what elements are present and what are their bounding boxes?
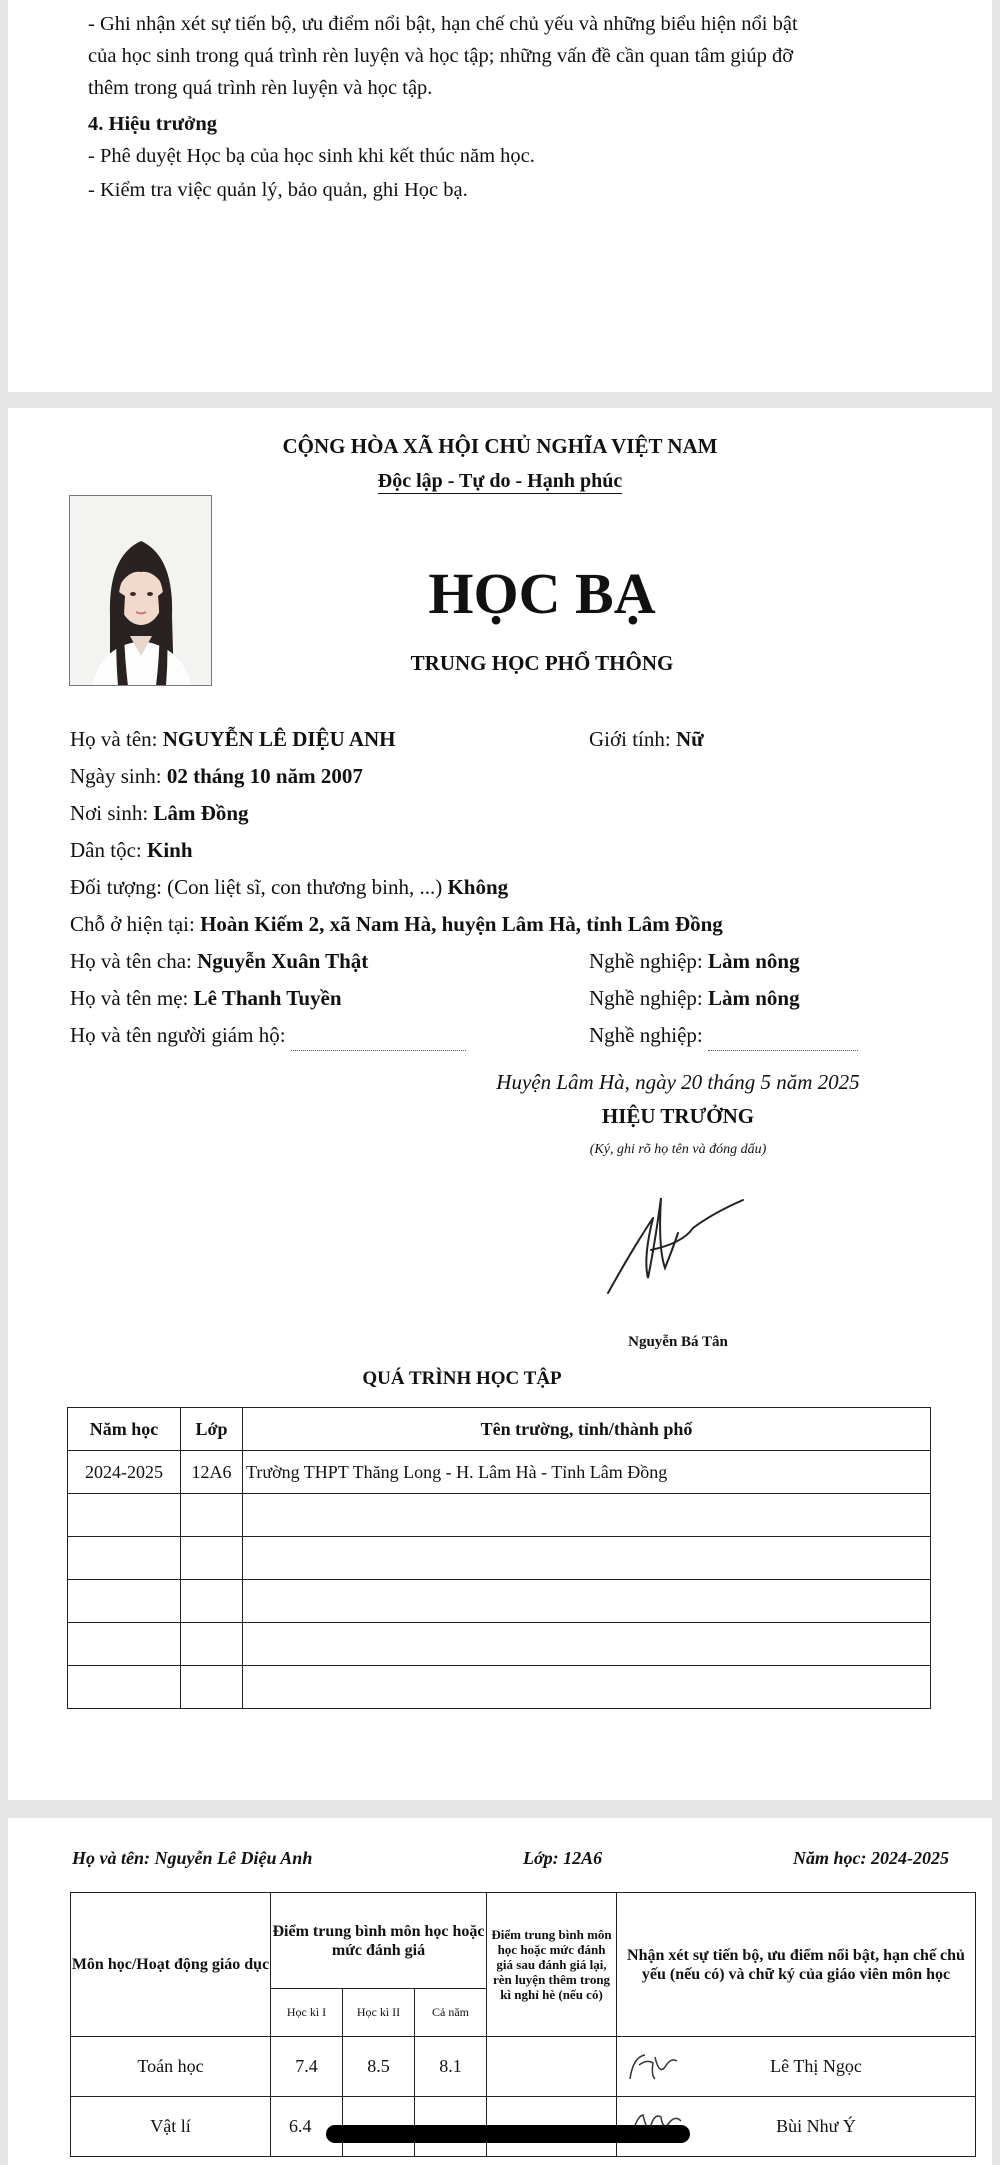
mother-label: Họ và tên mẹ: [70,986,194,1010]
cell-class [181,1666,243,1709]
table-row [68,1623,931,1666]
ethnic-label: Dân tộc: [70,838,147,862]
name-label: Họ và tên: [70,727,163,751]
cell-school: Trường THPT Thăng Long - H. Lâm Hà - Tỉnh Lâm Đồng [243,1451,931,1494]
teacher-name: Lê Thị Ngọc [770,2056,862,2076]
father-job-label: Nghề nghiệp: [589,949,708,973]
table-row [68,1666,931,1709]
principal-name: Nguyễn Bá Tân [628,1334,728,1350]
father-job-row [589,945,800,977]
guardian-row [70,1019,466,1051]
cell-year [68,1666,181,1709]
table-row [71,2037,976,2097]
address-label: Chỗ ở hiện tại: [70,912,201,936]
cell-class [181,1494,243,1537]
history-table [67,1407,931,1709]
mother-name: Lê Thanh Tuyền [193,986,342,1010]
cell-year [68,1580,181,1623]
grades-year: Năm học: 2024-2025 [793,1848,949,1868]
column-header: Năm học [68,1408,181,1451]
republic-heading: CỘNG HÒA XÃ HỘI CHỦ NGHĨA VIỆT NAM [282,434,718,458]
text-line: - Ghi nhận xét sự tiến bộ, ưu điểm nổi bật, hạn chế chủ yếu và những biểu hiện nổi bật [88,13,798,35]
grades-student-name: Họ và tên: Nguyễn Lê Diệu Anh [72,1848,313,1868]
text-line: của học sinh trong quá trình rèn luyện và học tập; những vấn đề cần quan tâm giúp đỡ [88,45,794,67]
name-row [70,723,396,755]
year-header: Cả năm [415,1989,487,2037]
guardian-blank [291,1033,466,1051]
guardian-job-label: Nghề nghiệp: [589,1023,708,1047]
table-row [68,1451,931,1494]
motto: Độc lập - Tự do - Hạnh phúc [377,470,623,492]
section-heading: 4. Hiệu trưởng [88,113,217,135]
place-date: Huyện Lâm Hà, ngày 20 tháng 5 năm 2025 [496,1070,860,1094]
average-header: Điểm trung bình môn học hoặc mức đánh giá [271,1893,487,1989]
father-row [70,945,368,977]
gender-value: Nữ [675,727,704,751]
text-line: thêm trong quá trình rèn luyện và học tập. [88,77,433,99]
target-value: Không [447,875,509,899]
cell-term1: 6.4 [271,2097,343,2157]
cell-school [243,1494,931,1537]
cell-class [181,1537,243,1580]
gender-label: Giới tính: [589,727,676,751]
list-item: - Phê duyệt Học bạ của học sinh khi kết thúc năm học. [88,145,535,167]
father-label: Họ và tên cha: [70,949,198,973]
sign-note: (Ký, ghi rõ họ tên và đóng dấu) [589,1142,767,1157]
cell-school [243,1666,931,1709]
grades-table [70,1892,976,2157]
grades-page [8,1818,992,2165]
cell-year: 2024-2025 [68,1451,181,1494]
cell-school [243,1623,931,1666]
mother-job-label: Nghề nghiệp: [589,986,708,1010]
father-job: Làm nông [707,949,800,973]
document-subtitle: TRUNG HỌC PHỔ THÔNG [410,651,674,675]
guardian-job-blank [708,1033,858,1051]
guardian-label: Họ và tên người giám hộ: [70,1023,291,1047]
table-header-row [71,1893,976,1989]
ethnic-row [70,834,193,866]
cell-year [68,1494,181,1537]
cell-class [181,1580,243,1623]
cell-year [68,1623,181,1666]
document-title: HỌC BẠ [428,561,656,626]
previous-page [8,0,992,392]
father-name: Nguyễn Xuân Thật [197,949,369,973]
cell-subject: Vật lí [71,2097,271,2157]
table-row [68,1494,931,1537]
student-name: NGUYỄN LÊ DIỆU ANH [162,727,396,751]
retest-header: Điểm trung bình môn học hoặc mức đánh giá sau đánh giá lại, rèn luyện thêm trong kì nghỉ hè (nếu có) [487,1893,617,2037]
mother-job: Làm nông [707,986,800,1010]
cell-class: 12A6 [181,1451,243,1494]
mother-row [70,982,342,1014]
comment-header: Nhận xét sự tiến bộ, ưu điểm nổi bật, hạn chế chủ yếu (nếu có) và chữ ký của giáo viên môn học [617,1893,976,2037]
subject-header: Môn học/Hoạt động giáo dục [71,1893,271,2037]
column-header: Lớp [181,1408,243,1451]
dob-label: Ngày sinh: [70,764,167,788]
principal-signature-icon [603,1188,763,1298]
cell-term2: 8.5 [343,2037,415,2097]
pob-row [70,797,249,829]
history-title: QUÁ TRÌNH HỌC TẬP [362,1368,562,1389]
list-item: - Kiểm tra việc quản lý, bảo quản, ghi Học bạ. [88,179,468,201]
principal-title: HIỆU TRƯỞNG [601,1104,755,1128]
term2-header: Học kì II [343,1989,415,2037]
address-row [70,908,723,940]
cell-subject: Toán học [71,2037,271,2097]
table-header-row [68,1408,931,1451]
cell-school [243,1580,931,1623]
cell-school [243,1537,931,1580]
target-row [70,871,508,903]
target-label: Đối tượng: (Con liệt sĩ, con thương binh, ...) [70,875,448,899]
cell-year: 8.1 [415,2037,487,2097]
redaction-bar [326,2125,690,2143]
cell-class [181,1623,243,1666]
pob-label: Nơi sinh: [70,801,154,825]
guardian-job-row [589,1019,858,1051]
motto-wrap [8,470,992,493]
dob-row [70,760,363,792]
ethnic-value: Kinh [146,838,193,862]
grades-class: Lớp: 12A6 [523,1848,603,1868]
gender-row [589,723,704,755]
cell-retest [487,2037,617,2097]
teacher-signature-icon [625,2049,685,2085]
address-value: Hoàn Kiếm 2, xã Nam Hà, huyện Lâm Hà, tỉnh Lâm Đồng [200,912,723,936]
mother-job-row [589,982,800,1014]
column-header: Tên trường, tỉnh/thành phố [243,1408,931,1451]
cell-year [68,1537,181,1580]
cell-term1: 7.4 [271,2037,343,2097]
table-row [68,1580,931,1623]
pob-value: Lâm Đồng [153,801,249,825]
term1-header: Học kì I [271,1989,343,2037]
table-row [68,1537,931,1580]
cell-teacher [617,2037,976,2097]
cover-page [8,408,992,1800]
teacher-name: Bùi Như Ý [776,2116,856,2136]
dob-value: 02 tháng 10 năm 2007 [166,764,363,788]
